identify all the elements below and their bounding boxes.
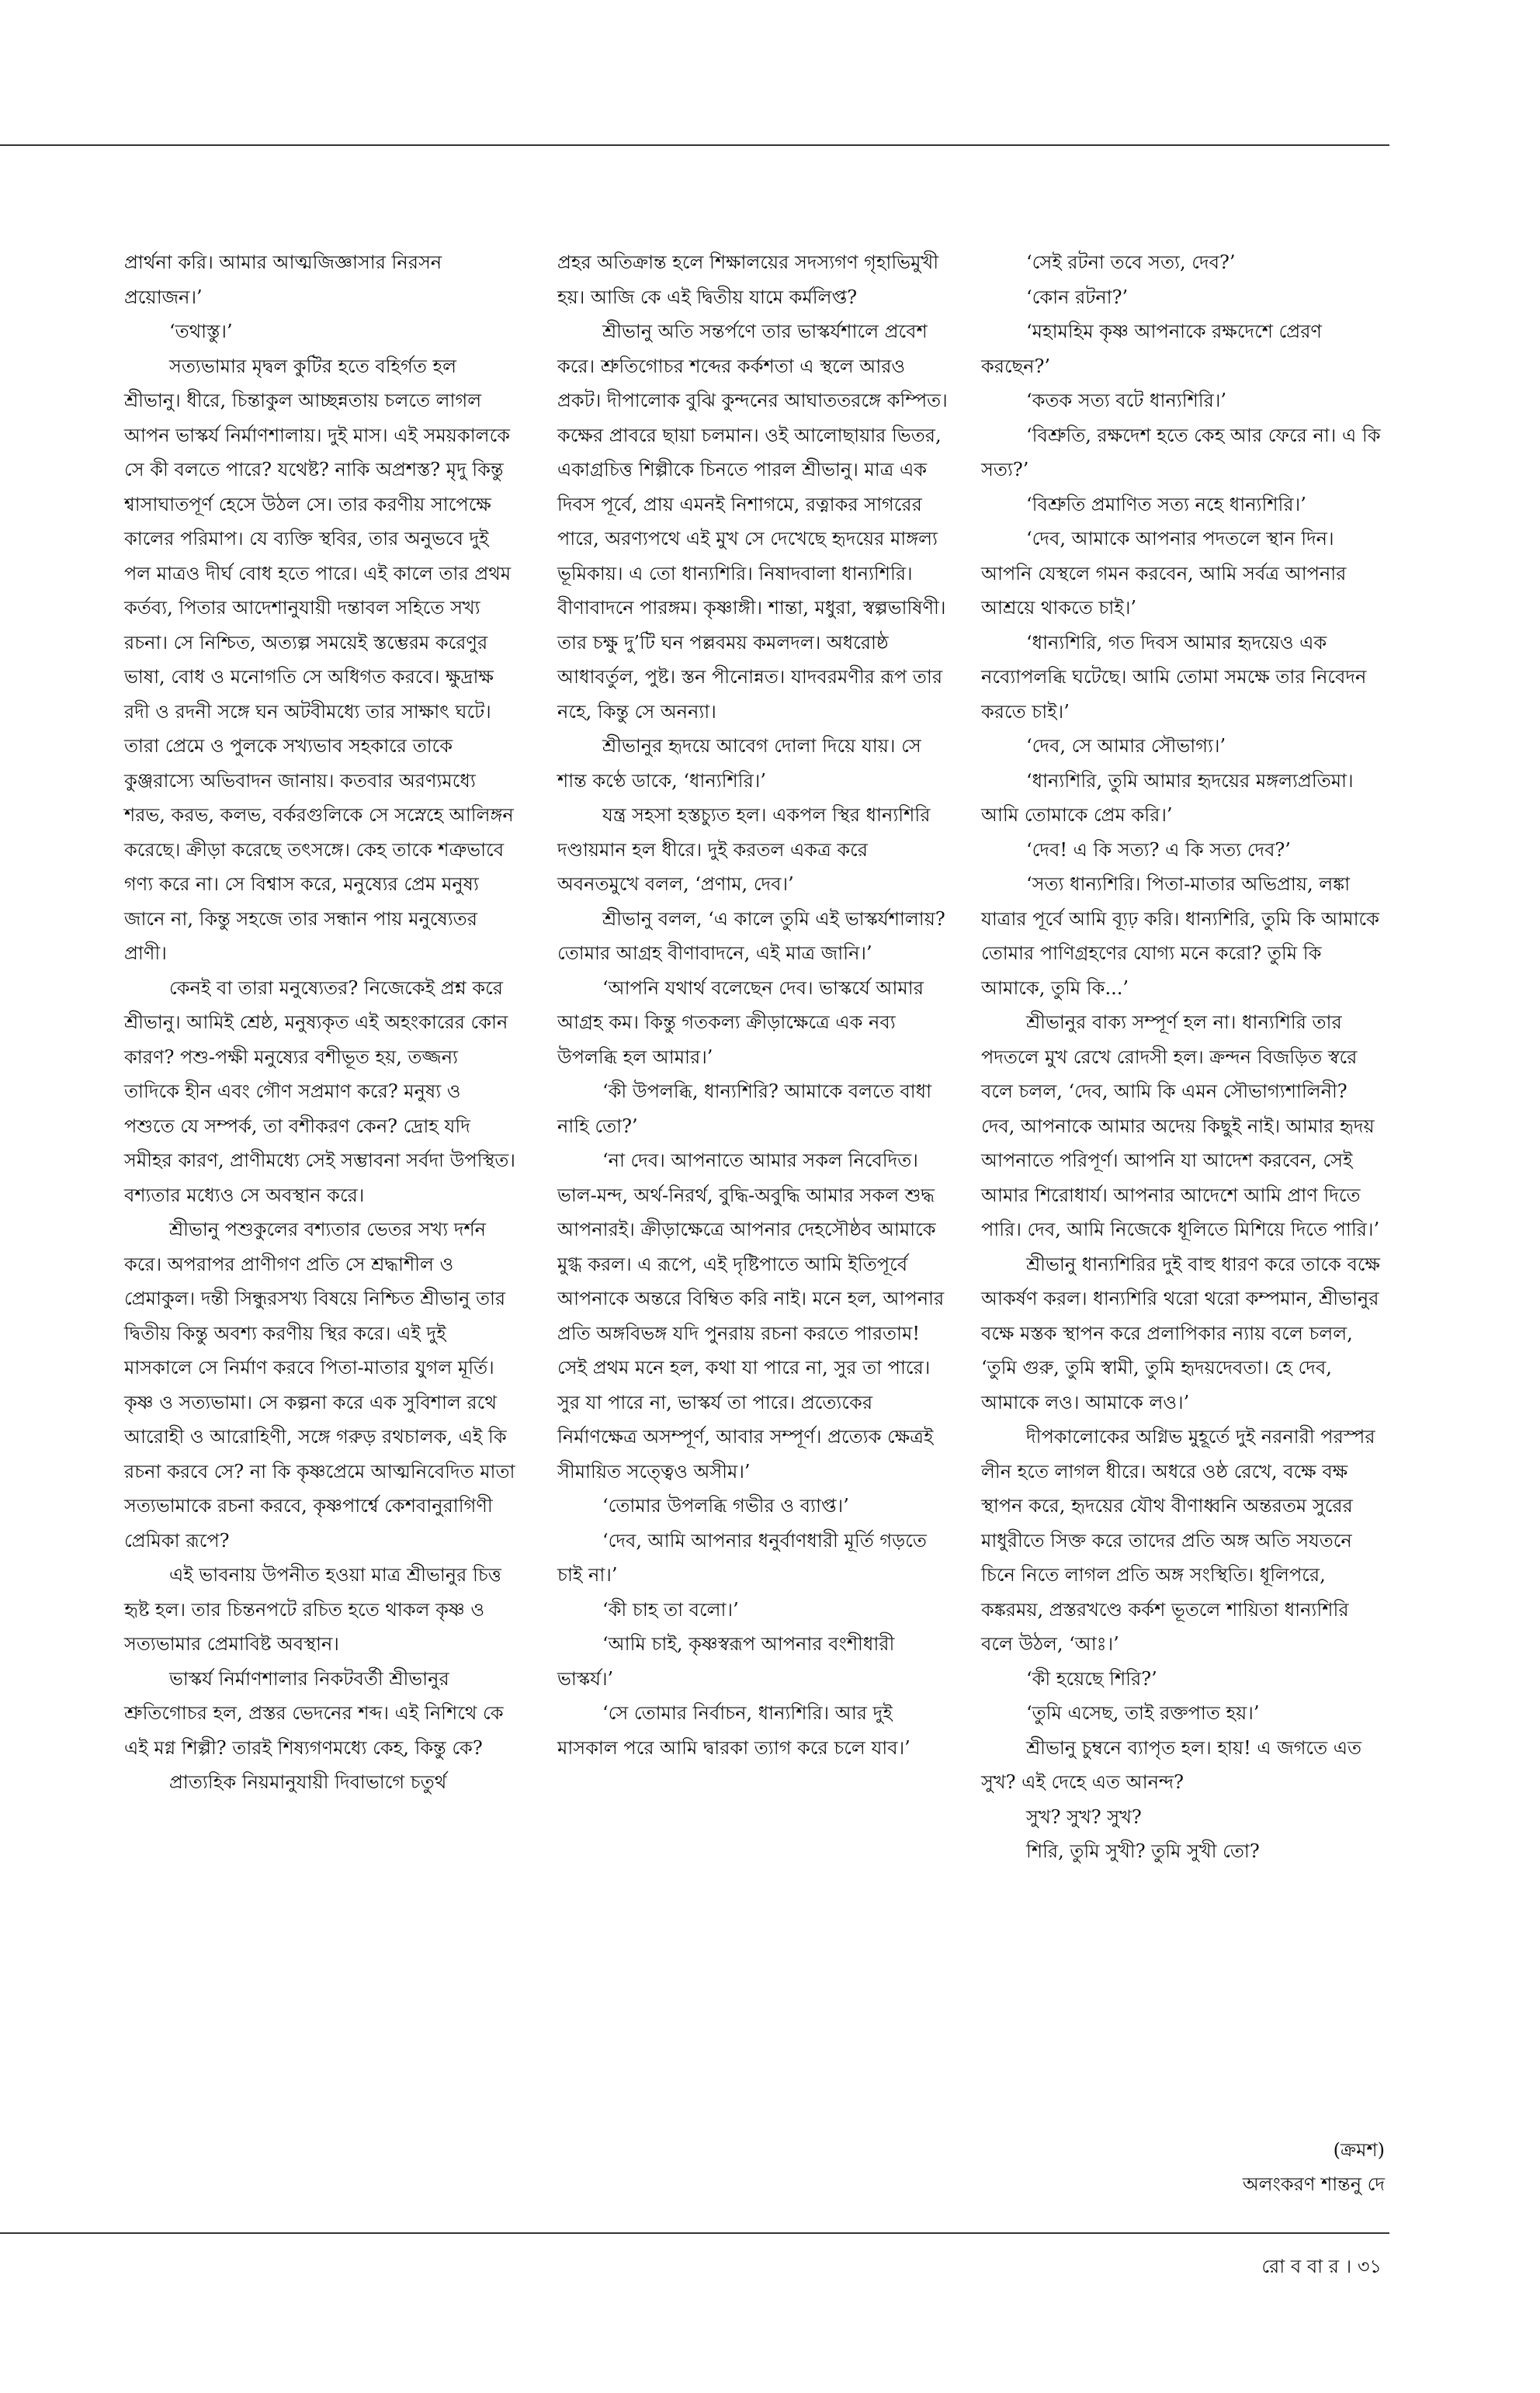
paragraph: ‘দেব, সে আমার সৌভাগ্য।’ xyxy=(1026,735,1226,757)
to-be-continued-note: (ক্রমশ) xyxy=(1333,2139,1385,2161)
paragraph: ‘দেব, আমাকে আপনার পদতলে স্থান দিন। আপনি যেস্থলে গমন করবেন, আমি সর্বত্র আপনার আশ্রয়ে থাকতে চাই।’ xyxy=(981,528,1347,619)
page-footer: রো ব বা র । ৩১ xyxy=(1261,2256,1382,2277)
paragraph: ‘ধান্যশিরি, তুমি আমার হৃদয়ের মঙ্গল্যপ্রতিমা। আমি তোমাকে প্রেম করি।’ xyxy=(981,769,1354,826)
paragraph: ‘কী উপলব্ধি, ধান্যশিরি? আমাকে বলতে বাধা নাহি তো?’ xyxy=(557,1080,932,1137)
paragraph: ‘তুমি এসেছ, তাই রক্তপাত হয়।’ xyxy=(1026,1702,1260,1724)
text-column-3 xyxy=(981,245,1385,1869)
paragraph: ‘কোন রটনা?’ xyxy=(1026,286,1129,308)
paragraph: দীপকালোকের অগ্নিভ মুহূর্তে দুই নরনারী পরস্পর লীন হতে লাগল ধীরে। অধরে ওষ্ঠ রেখে, বক্ষে বক্ষ স্থাপন করে, হৃদয়ের যৌথ বীণাধ্বনি অন্তরতম সুরের মাধুরীতে সিক্ত করে তাদের প্রতি অঙ্গ অতি সযতনে চিনে নিতে লাগল প্রতি অঙ্গ সংস্থিতি। ধূলিপরে, কঙ্করময়, প্রস্তরখণ্ডে কর্কশ ভূতলে শায়িতা ধান্যশিরি বলে উঠল, ‘আঃ।’ xyxy=(981,1426,1375,1655)
paragraph: প্রাত্যহিক নিয়মানুযায়ী দিবাভাগে চতুর্থ xyxy=(169,1771,447,1793)
paragraph: প্রহর অতিক্রান্ত হলে শিক্ষালয়ের সদস্যগণ গৃহাভিমুখী হয়। আজি কে এই দ্বিতীয় যামে কর্মলিপ্ত? xyxy=(557,251,939,308)
paragraph: শ্রীভানু পশুকুলের বশ্যতার ভেতর সখ্য দর্শন করে। অপরাপর প্রাণীগণ প্রতি সে শ্রদ্ধাশীল ও প্রেমাকুল। দন্তী সিন্ধুরসখ্য বিষয়ে নিশ্চিত শ্রীভানু তার দ্বিতীয় কিন্তু অবশ্য করণীয় স্থির করে। এই দুই মাসকালে সে নির্মাণ করবে পিতা-মাতার যুগল মূর্তি। কৃষ্ণ ও সত্যভামা। সে কল্পনা করে এক সুবিশাল রথে আরোহী ও আরোহিণী, সঙ্গে গরুড় রথচালক, এই কি রচনা করবে সে? না কি কৃষ্ণপ্রেমে আত্মনিবেদিত মাতা সত্যভামাকে রচনা করবে, কৃষ্ণপার্শ্বে কেশবানুরাগিণী প্রেমিকা রূপে? xyxy=(124,1219,515,1552)
paragraph: শ্রীভানু ধান্যশিরির দুই বাহু ধারণ করে তাকে বক্ষে আকর্ষণ করল। ধান্যশিরি থরো থরো কম্পমান, শ্রীভানুর বক্ষে মস্তক স্থাপন করে প্রলাপিকার ন্যায় বলে চলল, ‘তুমি গুরু, তুমি স্বামী, তুমি হৃদয়দেবতা। হে দেব, আমাকে লও। আমাকে লও।’ xyxy=(981,1253,1380,1413)
paragraph: শ্রীভানুর বাক্য সম্পূর্ণ হল না। ধান্যশিরি তার পদতলে মুখ রেখে রোদসী হল। ক্রন্দন বিজড়িত স্বরে বলে চলল, ‘দেব, আমি কি এমন সৌভাগ্যশালিনী? দেব, আপনাকে আমার অদেয় কিছুই নাই। আমার হৃদয় আপনাতে পরিপূর্ণ। আপনি যা আদেশ করবেন, সেই আমার শিরোধার্য। আপনার আদেশে আমি প্রাণ দিতে পারি। দেব, আমি নিজেকে ধূলিতে মিশিয়ে দিতে পারি।’ xyxy=(981,1011,1380,1240)
paragraph: ‘মহামহিম কৃষ্ণ আপনাকে রক্ষদেশে প্রেরণ করছেন?’ xyxy=(981,321,1322,377)
paragraph: ‘আমি চাই, কৃষ্ণস্বরূপ আপনার বংশীধারী ভাস্কর্য।’ xyxy=(557,1633,895,1690)
end-credits xyxy=(981,2133,1385,2201)
paragraph: ‘তোমার উপলব্ধি গভীর ও ব্যাপ্ত।’ xyxy=(602,1495,849,1517)
paragraph: ‘কতক সত্য বটে ধান্যশিরি।’ xyxy=(1026,390,1227,411)
text-column-1 xyxy=(124,245,516,1800)
paragraph: এই ভাবনায় উপনীত হওয়া মাত্র শ্রীভানুর চিত্ত হৃষ্ট হল। তার চিন্তনপটে রচিত হতে থাকল কৃষ্ণ ও সত্যভামার প্রেমাবিষ্ট অবস্থান। xyxy=(124,1564,501,1655)
paragraph: ‘ধান্যশিরি, গত দিবস আমার হৃদয়েও এক নব্যোপলব্ধি ঘটেছে। আমি তোমা সমক্ষে তার নিবেদন করতে চাই।’ xyxy=(981,631,1367,723)
paragraph: ‘বিশ্রুতি প্রমাণিত সত্য নহে ধান্যশিরি।’ xyxy=(1026,493,1306,515)
paragraph: ‘তথাস্তু।’ xyxy=(169,321,233,342)
paragraph: কেনই বা তারা মনুষ্যেতর? নিজেকেই প্রশ্ন করে শ্রীভানু। আমিই শ্রেষ্ঠ, মনুষ্যকৃত এই অহংকারের কোন কারণ? পশু-পক্ষী মনুষ্যের বশীভূত হয়, তজ্জন্য তাদিকে হীন এবং গৌণ সপ্রমাণ করে? মনুষ্য ও পশুতে যে সম্পর্ক, তা বশীকরণ কেন? দ্রোহ যদি সমীহর কারণ, প্রাণীমধ্যে সেই সম্ভাবনা সর্বদা উপস্থিত। বশ্যতার মধ্যেও সে অবস্থান করে। xyxy=(124,976,515,1206)
paragraph: ‘দেব, আমি আপনার ধনুর্বাণধারী মূর্তি গড়তে চাই না।’ xyxy=(557,1529,927,1586)
illustration-credit: অলংকরণ শান্তনু দে xyxy=(1242,2173,1385,2195)
paragraph: ‘আপনি যথার্থ বলেছেন দেব। ভাস্কর্যে আমার আগ্রহ কম। কিন্তু গতকল্য ক্রীড়াক্ষেত্রে এক নব্য উপলব্ধি হল আমার।’ xyxy=(557,976,924,1068)
text-column-2 xyxy=(557,245,953,1765)
paragraph: শ্রীভানুর হৃদয়ে আবেগ দোলা দিয়ে যায়। সে শান্ত কণ্ঠে ডাকে, ‘ধান্যশিরি।’ xyxy=(557,735,921,792)
paragraph: সত্যভামার মৃদ্বল কুটির হতে বহির্গত হল শ্রীভানু। ধীরে, চিন্তাকুল আচ্ছন্নতায় চলতে লাগল আপন ভাস্কর্য নির্মাণশালায়। দুই মাস। এই সময়কালকে সে কী বলতে পারে? যথেষ্ট? নাকি অপ্রশস্ত? মৃদু কিন্তু শ্বাসাঘাতপূর্ণ হেসে উঠল সে। তার করণীয় সাপেক্ষে কালের পরিমাপ। যে ব্যক্তি স্থবির, তার অনুভবে দুই পল মাত্রও দীর্ঘ বোধ হতে পারে। এই কালে তার প্রথম কর্তব্য, পিতার আদেশানুযায়ী দন্তাবল সহিতে সখ্য রচনা। সে নিশ্চিত, অত্যল্প সময়েই স্তম্ভেরম করেণুর ভাষা, বোধ ও মনোগতি সে অধিগত করবে। ক্ষুদ্রাক্ষ রদী ও রদনী সঙ্গে ঘন অটবীমধ্যে তার সাক্ষাৎ ঘটে। তারা প্রেমে ও পুলকে সখ্যভাব সহকারে তাকে কুঞ্জরাস্যে অভিবাদন জানায়। কতবার অরণ্যমধ্যে শরভ, করভ, কলভ, বর্করগুলিকে সে সস্নেহে আলিঙ্গন করেছে। ক্রীড়া করেছে তৎসঙ্গে। কেহ তাকে শত্রুভাবে গণ্য করে না। সে বিশ্বাস করে, মনুষ্যের প্রেম মনুষ্য জানে না, কিন্তু সহজে তার সন্ধান পায় মনুষ্যেতর প্রাণী। xyxy=(124,355,514,964)
bottom-rule xyxy=(0,2232,1389,2234)
paragraph: শ্রীভানু অতি সন্তর্পণে তার ভাস্কর্যশালে প্রবেশ করে। শ্রুতিগোচর শব্দের কর্কশতা এ স্থলে আরও প্রকট। দীপালোক বুঝি কুন্দনের আঘাততরঙ্গে কম্পিত। কক্ষের প্রাবরে ছায়া চলমান। ওই আলোছায়ার ভিতর, একাগ্রচিত্ত শিল্পীকে চিনতে পারল শ্রীভানু। মাত্র এক দিবস পূর্বে, প্রায় এমনই নিশাগমে, রত্নাকর সাগরের পারে, অরণ্যপথে এই মুখ সে দেখেছে হৃদয়ের মাঙ্গল্য ভূমিকায়। এ তো ধান্যশিরি। নিষাদবালা ধান্যশিরি। বীণাবাদনে পারঙ্গম। কৃষ্ণাঙ্গী। শান্তা, মধুরা, স্বল্পভাষিণী। তার চক্ষু দু’টি ঘন পল্লবময় কমলদল। অধরোষ্ঠ আধাবর্তুল, পুষ্ট। স্তন পীনোন্নত। যাদবরমণীর রূপ তার নহে, কিন্তু সে অনন্যা। xyxy=(557,321,948,723)
paragraph: শ্রীভানু চুম্বনে ব্যাপৃত হল। হায়! এ জগতে এত সুখ? এই দেহে এত আনন্দ? xyxy=(981,1736,1361,1793)
paragraph: শিরি, তুমি সুখী? তুমি সুখী তো? xyxy=(1026,1840,1260,1862)
paragraph: ‘দেব! এ কি সত্য? এ কি সত্য দেব?’ xyxy=(1026,838,1291,861)
paragraph: ‘সেই রটনা তবে সত্য, দেব?’ xyxy=(1026,251,1236,273)
paragraph: শ্রীভানু বলল, ‘এ কালে তুমি এই ভাস্কর্যশালায়? তোমার আগ্রহ বীণাবাদনে, এই মাত্র জানি।’ xyxy=(557,907,945,964)
paragraph: ‘সত্য ধান্যশিরি। পিতা-মাতার অভিপ্রায়, লঙ্কা যাত্রার পূর্বে আমি ব্যূঢ় করি। ধান্যশিরি, তুমি কি আমাকে তোমার পাণিগ্রহণের যোগ্য মনে করো? তুমি কি আমাকে, তুমি কি...’ xyxy=(981,873,1379,999)
top-rule xyxy=(0,144,1389,146)
paragraph: ‘সে তোমার নির্বাচন, ধান্যশিরি। আর দুই মাসকাল পরে আমি দ্বারকা ত্যাগ করে চলে যাব।’ xyxy=(557,1702,910,1759)
paragraph: ‘কী হয়েছে শিরি?’ xyxy=(1026,1667,1157,1690)
paragraph: যন্ত্র সহসা হস্তচ্যুত হল। একপল স্থির ধান্যশিরি দণ্ডায়মান হল ধীরে। দুই করতল একত্র করে অবনতমুখে বলল, ‘প্রণাম, দেব।’ xyxy=(557,804,931,895)
paragraph: প্রার্থনা করি। আমার আত্মজিজ্ঞাসার নিরসন প্রয়োজন।’ xyxy=(124,251,442,308)
paragraph: ‘না দেব। আপনাতে আমার সকল নিবেদিত। ভাল-মন্দ, অর্থ-নিরর্থ, বুদ্ধি-অবুদ্ধি আমার সকল শুদ্ধ আপনারই। ক্রীড়াক্ষেত্রে আপনার দেহসৌষ্ঠব আমাকে মুগ্ধ করল। এ রূপে, এই দৃষ্টিপাতে আমি ইতিপূর্বে আপনাকে অন্তরে বিম্বিত করি নাই। মনে হল, আপনার প্রতি অঙ্গবিভঙ্গ যদি পুনরায় রচনা করতে পারতাম! সেই প্রথম মনে হল, কথা যা পারে না, সুর তা পারে। সুর যা পারে না, ভাস্কর্য তা পারে। প্রত্যেকের নির্মাণক্ষেত্র অসম্পূর্ণ, আবার সম্পূর্ণ। প্রত্যেক ক্ষেত্রই সীমায়িত সত্ত্বেও অসীম।’ xyxy=(557,1150,945,1483)
paragraph: ভাস্কর্য নির্মাণশালার নিকটবর্তী শ্রীভানুর শ্রুতিগোচর হল, প্রস্তর ভেদনের শব্দ। এই নিশিথে কে এই মগ্ন শিল্পী? তারই শিষ্যগণমধ্যে কেহ, কিন্তু কে? xyxy=(124,1667,504,1759)
paragraph: সুখ? সুখ? সুখ? xyxy=(1026,1805,1142,1828)
paragraph: ‘বিশ্রুতি, রক্ষদেশ হতে কেহ আর ফেরে না। এ কি সত্য?’ xyxy=(981,424,1381,480)
paragraph: ‘কী চাহ তা বলো।’ xyxy=(602,1598,739,1621)
